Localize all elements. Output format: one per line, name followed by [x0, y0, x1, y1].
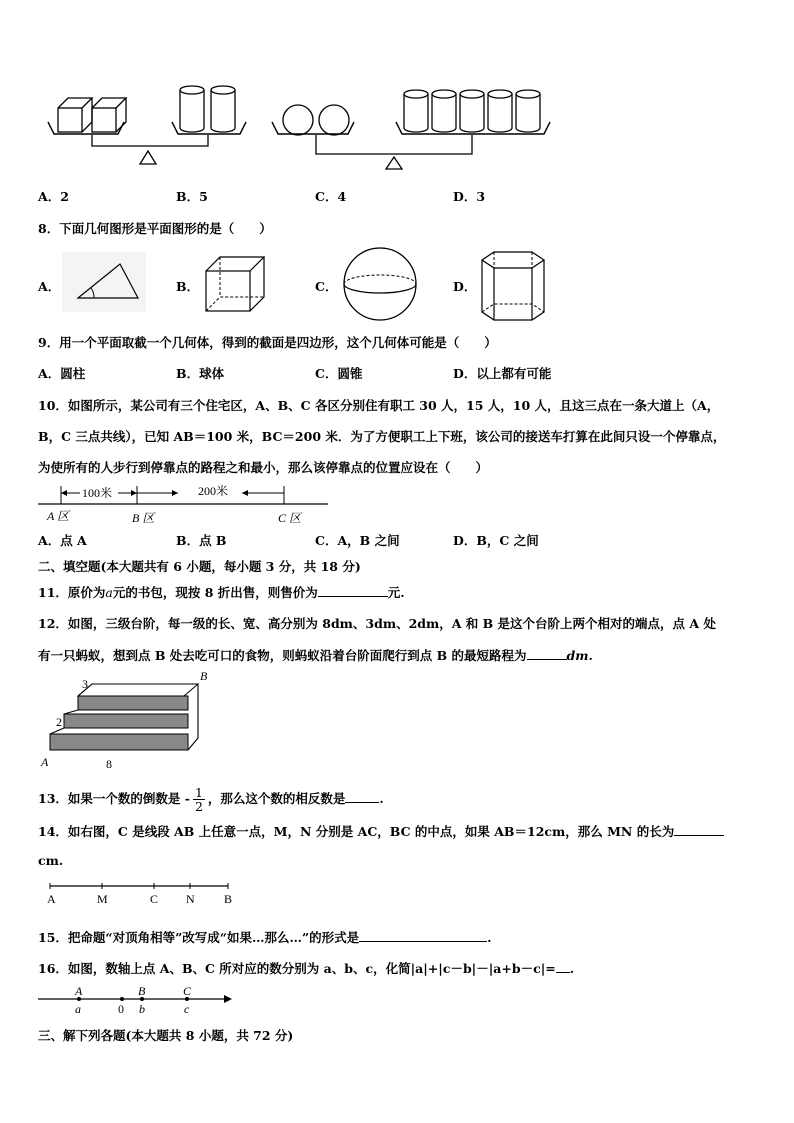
q16-number-line	[38, 984, 238, 1018]
q15-answer-blank[interactable]	[359, 930, 487, 942]
q10-option-a: A．点 A	[38, 533, 87, 548]
q14-point-b: B	[224, 892, 233, 906]
q14-point-a: A	[47, 892, 56, 906]
q7-option-c: C．4	[315, 189, 347, 204]
q10-option-c: C．A，B 之间	[315, 533, 400, 548]
q15: 15．把命题“对顶角相等”改写成“如果…那么…”的形式是 .	[38, 930, 492, 945]
q10-distance-ab: 100米	[82, 486, 113, 500]
q10-option-d: D．B，C 之间	[453, 533, 539, 548]
q9-option-d: D．以上都有可能	[453, 366, 552, 381]
q13: 13．如果一个数的倒数是 - $\frac{1}{2}$ ，那么这个数的相反数是 .	[38, 785, 384, 814]
q16: 16．如图，数轴上点 A、B、C 所对应的数分别为 a、b、c，化简|a|+|c－b|－|a+b－c|= .	[38, 961, 575, 976]
q12-label-b: B	[200, 669, 208, 683]
q8-stem: 8．下面几何图形是平面图形的是（ ）	[38, 221, 272, 236]
q16-point-c-upper: C	[183, 984, 192, 998]
q12-answer-blank[interactable]	[527, 648, 567, 660]
q9-stem: 9．用一个平面取截一个几何体，得到的截面是四边形，这个几何体可能是（ ）	[38, 335, 497, 350]
section-2-heading: 二、填空题(本大题共有 6 小题，每小题 3 分，共 18 分)	[38, 559, 361, 574]
q10-label-c: C 区	[278, 511, 302, 525]
q14-segment-figure	[44, 876, 244, 906]
q10-distance-bc: 200米	[198, 484, 229, 498]
hexagonal-prism-figure	[480, 248, 548, 326]
q9-option-a: A．圆柱	[38, 366, 86, 381]
q14-point-m: M	[97, 892, 108, 906]
q16-point-a-upper: A	[75, 984, 83, 998]
q14-line-2: cm.	[38, 853, 64, 868]
q16-answer-blank[interactable]	[556, 961, 570, 973]
cube-figure	[204, 255, 266, 313]
q10-label-a: A 区	[47, 509, 70, 523]
q7-option-b: B．5	[176, 189, 208, 204]
q10-label-b: B 区	[132, 511, 155, 525]
q8-label-a: A．	[38, 279, 61, 294]
q14-point-c: C	[150, 892, 159, 906]
q7-option-a: A．2	[38, 189, 69, 204]
q12-label-a: A	[41, 755, 49, 769]
q10-option-b: B．点 B	[176, 533, 227, 548]
q9-option-b: B．球体	[176, 366, 225, 381]
q16-point-b-lower: b	[139, 1002, 145, 1016]
sphere-figure	[342, 246, 418, 322]
q10-line-2: B，C 三点共线），已知 AB＝100 米，BC＝200 米．为了方便职工上下班，该公司的接送车打算在此间只设一个停靠点，	[38, 429, 726, 444]
q14-point-n: N	[186, 892, 195, 906]
q16-origin-label: 0	[118, 1002, 124, 1016]
q16-point-b-upper: B	[138, 984, 146, 998]
q12-label-3: 3	[82, 677, 88, 691]
q12-label-8: 8	[106, 757, 112, 771]
q11: 11．原价为a元的书包，现按 8 折出售，则售价为 元.	[38, 585, 405, 600]
q16-point-c-lower: c	[184, 1002, 190, 1016]
q14-answer-blank[interactable]	[674, 824, 724, 836]
balance-figure-cubes-cylinders	[44, 78, 294, 170]
q9-option-c: C．圆锥	[315, 366, 363, 381]
q10-line-3: 为使所有的人步行到停靠点的路程之和最小，那么该停靠点的位置应设在（ ）	[38, 460, 489, 475]
q10-line-1: 10．如图所示，某公司有三个住宅区，A、B、C 各区分别住有职工 30 人，15 人，10 人，且这三点在一条大道上（A，	[38, 398, 720, 413]
q11-answer-blank[interactable]	[318, 585, 388, 597]
balance-figure-spheres-cylinders	[268, 78, 558, 170]
q8-label-c: C．	[315, 279, 338, 294]
staircase-figure	[38, 668, 218, 772]
q14-line-1: 14．如右图，C 是线段 AB 上任意一点，M，N 分别是 AC，BC 的中点，如果 AB＝12cm，那么 MN 的长为	[38, 822, 724, 840]
q13-answer-blank[interactable]	[345, 791, 379, 803]
q8-label-d: D．	[453, 279, 477, 294]
section-3-heading: 三、解下列各题(本大题共 8 小题，共 72 分)	[38, 1028, 294, 1043]
q8-label-b: B．	[176, 279, 200, 294]
q12-label-2: 2	[56, 715, 62, 729]
q7-option-d: D．3	[453, 189, 486, 204]
q12-line-2: 有一只蚂蚁，想到点 B 处去吃可口的食物，则蚂蚁沿着台阶面爬行到点 B 的最短路程为 dm.	[38, 648, 593, 663]
triangle-figure	[62, 252, 146, 312]
q16-point-a-lower: a	[75, 1002, 81, 1016]
q10-road-figure	[38, 480, 338, 526]
q12-line-1: 12．如图，三级台阶，每一级的长、宽、高分别为 8dm、3dm、2dm，A 和 B 是这个台阶上两个相对的端点，点 A 处	[38, 616, 716, 631]
